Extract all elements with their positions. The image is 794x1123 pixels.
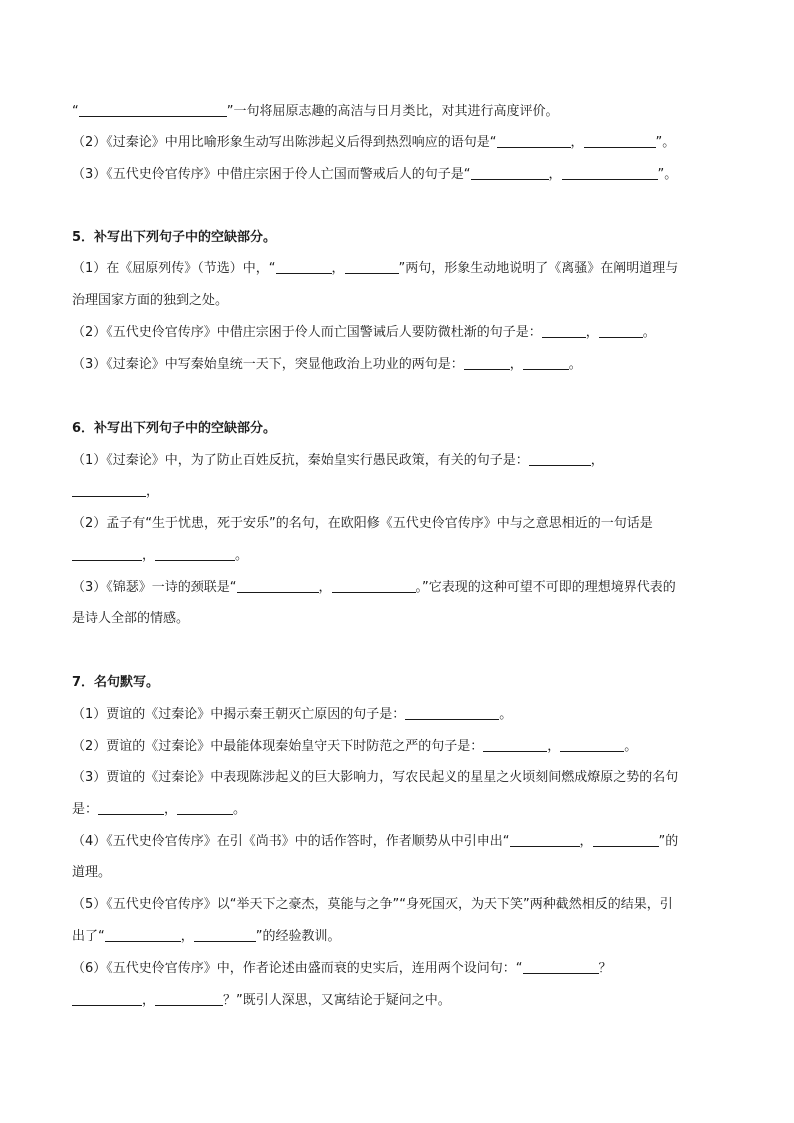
answer-blank[interactable] bbox=[345, 259, 399, 274]
answer-blank[interactable] bbox=[562, 165, 658, 180]
answer-blank[interactable] bbox=[155, 546, 235, 561]
line-q6-2-cont: ， 。 bbox=[72, 546, 732, 566]
answer-blank[interactable] bbox=[593, 832, 659, 847]
answer-blank[interactable] bbox=[72, 546, 142, 561]
line-q7-5: （5）《五代史伶官传序》以“举天下之豪杰，莫能与之争”“身死国灭，为天下笑”两种截然相反的结果，引 bbox=[72, 897, 673, 912]
answer-blank[interactable] bbox=[105, 927, 181, 942]
answer-blank[interactable] bbox=[72, 482, 146, 497]
line-q4-3: （3）《五代史伶官传序》中借庄宗困于伶人亡国而警戒后人的句子是“ ， ”。 bbox=[72, 167, 678, 182]
answer-blank[interactable] bbox=[72, 991, 142, 1006]
answer-blank[interactable] bbox=[523, 355, 569, 370]
answer-blank[interactable] bbox=[98, 800, 164, 815]
line-q7-1: （1）贾谊的《过秦论》中揭示秦王朝灭亡原因的句子是： 。 bbox=[72, 707, 513, 722]
line-q6-1-cont: ， bbox=[72, 482, 732, 502]
answer-blank[interactable] bbox=[194, 927, 256, 942]
answer-blank[interactable] bbox=[237, 578, 319, 593]
line-q6-3: （3）《锦瑟》一诗的颈联是“ ， 。”它表现的这种可望不可即的理想境界代表的 bbox=[72, 580, 676, 595]
line-q6-2: （2）孟子有“生于忧患，死于安乐”的名句，在欧阳修《五代史伶官传序》中与之意思相近的一句话是 bbox=[72, 516, 653, 531]
line-q7-4: （4）《五代史伶官传序》在引《尚书》中的话作答时，作者顺势从中引申出“ ， ”的 bbox=[72, 834, 679, 849]
answer-blank[interactable] bbox=[155, 991, 223, 1006]
line-q7-3: （3）贾谊的《过秦论》中表现陈涉起义的巨大影响力，写农民起义的星星之火顷刻间燃成燎原之势的名句 bbox=[72, 770, 679, 785]
answer-blank[interactable] bbox=[471, 165, 549, 180]
line-q7-3-cont: 是： ， 。 bbox=[72, 802, 247, 817]
line-q7-6: （6）《五代史伶官传序》中，作者论述由盛而衰的史实后，连用两个设问句：“ ？ bbox=[72, 961, 612, 976]
answer-blank[interactable] bbox=[599, 323, 643, 338]
line-q4-1-end: “ ”一句将屈原志趣的高洁与日月类比，对其进行高度评价。 bbox=[72, 104, 559, 119]
line-q5-1: （1）在《屈原列传》（节选）中，“ ， ”两句，形象生动地说明了《离骚》在阐明道理与 bbox=[72, 261, 679, 276]
answer-blank[interactable] bbox=[79, 102, 227, 117]
answer-blank[interactable] bbox=[464, 355, 510, 370]
answer-blank[interactable] bbox=[332, 578, 416, 593]
answer-blank[interactable] bbox=[560, 737, 624, 752]
question-6-heading: 6．补写出下列句子中的空缺部分。 bbox=[72, 421, 277, 436]
question-5-heading: 5．补写出下列句子中的空缺部分。 bbox=[72, 230, 277, 245]
line-q7-2: （2）贾谊的《过秦论》中最能体现秦始皇守天下时防范之严的句子是： ， 。 bbox=[72, 739, 638, 754]
line-q7-5-cont: 出了“ ， ”的经验教训。 bbox=[72, 929, 341, 944]
answer-blank[interactable] bbox=[529, 451, 591, 466]
answer-blank[interactable] bbox=[510, 832, 580, 847]
answer-blank[interactable] bbox=[177, 800, 233, 815]
line-q5-3: （3）《过秦论》中写秦始皇统一天下，突显他政治上功业的两句是： ， 。 bbox=[72, 357, 582, 372]
answer-blank[interactable] bbox=[523, 959, 599, 974]
line-q4-2: （2）《过秦论》中用比喻形象生动写出陈涉起义后得到热烈响应的语句是“ ， ”。 bbox=[72, 135, 676, 150]
answer-blank[interactable] bbox=[497, 133, 571, 148]
answer-blank[interactable] bbox=[405, 705, 499, 720]
line-q7-6-cont: ， ？”既引人深思，又寓结论于疑问之中。 bbox=[72, 991, 732, 1011]
question-7-heading: 7．名句默写。 bbox=[72, 675, 160, 690]
line-q7-4-cont: 道理。 bbox=[72, 865, 112, 880]
line-q6-1: （1）《过秦论》中，为了防止百姓反抗，秦始皇实行愚民政策，有关的句子是： ， bbox=[72, 453, 604, 468]
answer-blank[interactable] bbox=[483, 737, 547, 752]
line-q5-2: （2）《五代史伶官传序》中借庄宗困于伶人而亡国警诫后人要防微杜渐的句子是： ， 。 bbox=[72, 325, 656, 340]
answer-blank[interactable] bbox=[584, 133, 656, 148]
line-q6-3-cont: 是诗人全部的情感。 bbox=[72, 611, 190, 626]
answer-blank[interactable] bbox=[276, 259, 332, 274]
line-q5-1-cont: 治理国家方面的独到之处。 bbox=[72, 293, 229, 308]
answer-blank[interactable] bbox=[542, 323, 586, 338]
